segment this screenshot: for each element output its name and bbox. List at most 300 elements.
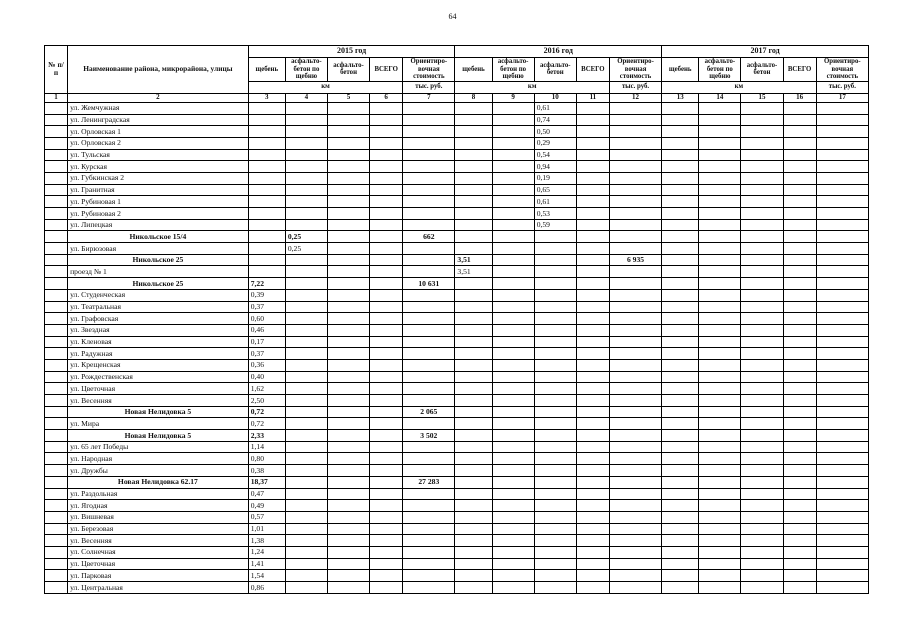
unit-km: км [455,82,610,94]
value-cell-col-12 [609,418,661,430]
value-cell-col-11 [576,476,609,488]
value-cell-col-13 [662,137,699,149]
value-cell-col-10 [534,418,576,430]
value-cell-col-17 [816,231,868,243]
street-name: ул. Крещенская [68,359,249,371]
value-cell-col-10 [534,430,576,442]
value-cell-col-11 [576,348,609,360]
value-cell-col-3 [248,102,285,114]
value-cell-col-13 [662,418,699,430]
value-cell-col-12 [609,430,661,442]
value-cell-col-14 [699,582,741,594]
value-cell-col-9 [492,289,534,301]
value-cell-col-6 [370,371,403,383]
value-cell-col-3: 0,60 [248,313,285,325]
value-cell-col-3 [248,266,285,278]
value-cell-col-10 [534,582,576,594]
value-cell-col-8 [455,324,492,336]
value-cell-col-3: 0,37 [248,348,285,360]
value-cell-col-3 [248,161,285,173]
value-cell-col-16 [783,102,816,114]
street-name: ул. Березовая [68,523,249,535]
value-cell-col-4 [285,336,327,348]
value-cell-col-13 [662,406,699,418]
value-cell-col-9 [492,582,534,594]
value-cell-col-15 [741,137,783,149]
value-cell-col-5 [327,149,369,161]
row-number-cell [45,324,68,336]
value-cell-col-4 [285,511,327,523]
value-cell-col-9 [492,430,534,442]
street-name: ул. Рубиновая 1 [68,196,249,208]
table-row [45,137,869,149]
value-cell-col-8 [455,336,492,348]
value-cell-col-5 [327,359,369,371]
value-cell-col-11 [576,289,609,301]
value-cell-col-13 [662,126,699,138]
value-cell-col-5 [327,465,369,477]
value-cell-col-16 [783,582,816,594]
value-cell-col-9 [492,137,534,149]
column-number: 13 [662,93,699,102]
value-cell-col-3: 0,80 [248,453,285,465]
value-cell-col-12 [609,582,661,594]
value-cell-col-11 [576,395,609,407]
value-cell-col-17 [816,254,868,266]
value-cell-col-8 [455,558,492,570]
row-number-cell [45,359,68,371]
street-name: ул. Звездная [68,324,249,336]
value-cell-col-13 [662,278,699,290]
street-name: ул. Тульская [68,149,249,161]
table-row [45,301,869,313]
value-cell-col-16 [783,301,816,313]
value-cell-col-6 [370,395,403,407]
table-row [45,114,869,126]
value-cell-col-14 [699,395,741,407]
value-cell-col-8 [455,219,492,231]
value-cell-col-13 [662,149,699,161]
value-cell-col-7: 2 065 [403,406,455,418]
value-cell-col-11 [576,465,609,477]
value-cell-col-10 [534,441,576,453]
value-cell-col-14 [699,535,741,547]
value-cell-col-17 [816,359,868,371]
value-cell-col-12 [609,476,661,488]
value-cell-col-5 [327,184,369,196]
value-cell-col-8 [455,289,492,301]
value-cell-col-5 [327,546,369,558]
value-cell-col-9 [492,324,534,336]
value-cell-col-12 [609,383,661,395]
value-cell-col-6 [370,453,403,465]
value-cell-col-16 [783,313,816,325]
value-cell-col-16 [783,243,816,255]
value-cell-col-12 [609,313,661,325]
value-cell-col-12 [609,161,661,173]
value-cell-col-11 [576,278,609,290]
row-number-cell [45,126,68,138]
col-cost: Ориентиро-вочная стоимость [816,57,868,81]
street-name: ул. Графовская [68,313,249,325]
value-cell-col-13 [662,196,699,208]
value-cell-col-7 [403,418,455,430]
value-cell-col-4 [285,523,327,535]
value-cell-col-6 [370,301,403,313]
row-number-cell [45,511,68,523]
value-cell-col-7: 27 283 [403,476,455,488]
value-cell-col-4 [285,383,327,395]
value-cell-col-15 [741,313,783,325]
value-cell-col-15 [741,336,783,348]
value-cell-col-9 [492,243,534,255]
col-asphalt-on-gravel: асфальто-бетон по щебню [699,57,741,81]
table-row [45,184,869,196]
value-cell-col-5 [327,535,369,547]
value-cell-col-8 [455,313,492,325]
street-name: ул. Губкинская 2 [68,172,249,184]
value-cell-col-14 [699,430,741,442]
value-cell-col-4 [285,418,327,430]
value-cell-col-15 [741,278,783,290]
street-name: ул. Цветочная [68,558,249,570]
district-name: Никольское 15/4 [68,231,249,243]
value-cell-col-3: 1,62 [248,383,285,395]
value-cell-col-4 [285,208,327,220]
value-cell-col-16 [783,570,816,582]
value-cell-col-5 [327,266,369,278]
value-cell-col-9 [492,102,534,114]
value-cell-col-6 [370,430,403,442]
value-cell-col-17 [816,523,868,535]
value-cell-col-10 [534,324,576,336]
value-cell-col-5 [327,511,369,523]
value-cell-col-7 [403,172,455,184]
value-cell-col-8 [455,102,492,114]
value-cell-col-4 [285,453,327,465]
value-cell-col-5 [327,418,369,430]
value-cell-col-5 [327,324,369,336]
value-cell-col-4: 0,25 [285,243,327,255]
table-body [45,102,869,593]
row-number-cell [45,476,68,488]
row-number-cell [45,161,68,173]
value-cell-col-6 [370,114,403,126]
value-cell-col-6 [370,582,403,594]
value-cell-col-16 [783,348,816,360]
table-row [45,558,869,570]
value-cell-col-11 [576,172,609,184]
value-cell-col-16 [783,359,816,371]
value-cell-col-14 [699,278,741,290]
value-cell-col-10 [534,500,576,512]
value-cell-col-13 [662,500,699,512]
col-gravel: щебень [662,57,699,81]
row-number-cell [45,441,68,453]
street-name: ул. Раздольная [68,488,249,500]
year-header-2017: 2017 год [662,46,869,58]
value-cell-col-8 [455,476,492,488]
unit-km: км [662,82,817,94]
value-cell-col-8 [455,126,492,138]
value-cell-col-10 [534,535,576,547]
street-name: ул. Курская [68,161,249,173]
value-cell-col-16 [783,254,816,266]
value-cell-col-11 [576,301,609,313]
value-cell-col-14 [699,465,741,477]
value-cell-col-8 [455,383,492,395]
value-cell-col-4 [285,406,327,418]
value-cell-col-17 [816,488,868,500]
value-cell-col-14 [699,172,741,184]
value-cell-col-4 [285,161,327,173]
value-cell-col-4 [285,172,327,184]
value-cell-col-13 [662,383,699,395]
value-cell-col-9 [492,266,534,278]
value-cell-col-16 [783,465,816,477]
row-number-cell [45,453,68,465]
value-cell-col-5 [327,301,369,313]
value-cell-col-7 [403,582,455,594]
value-cell-col-17 [816,161,868,173]
value-cell-col-11 [576,406,609,418]
value-cell-col-17 [816,243,868,255]
value-cell-col-8 [455,453,492,465]
value-cell-col-4 [285,500,327,512]
value-cell-col-9 [492,523,534,535]
value-cell-col-6 [370,172,403,184]
value-cell-col-6 [370,208,403,220]
value-cell-col-10 [534,546,576,558]
value-cell-col-13 [662,558,699,570]
row-number-cell [45,289,68,301]
value-cell-col-11 [576,208,609,220]
value-cell-col-14 [699,324,741,336]
value-cell-col-7 [403,336,455,348]
value-cell-col-12 [609,196,661,208]
value-cell-col-11 [576,254,609,266]
row-number-cell [45,208,68,220]
value-cell-col-9 [492,114,534,126]
value-cell-col-14 [699,102,741,114]
table-row [45,266,869,278]
value-cell-col-7 [403,383,455,395]
value-cell-col-14 [699,219,741,231]
district-name: Новая Нелидовка 5 [68,406,249,418]
street-name: ул. Ягодная [68,500,249,512]
group-row [45,406,869,418]
value-cell-col-17 [816,289,868,301]
value-cell-col-5 [327,161,369,173]
value-cell-col-17 [816,196,868,208]
column-number: 17 [816,93,868,102]
unit-cost: тыс. руб. [609,82,661,94]
value-cell-col-15 [741,500,783,512]
street-name: ул. Народная [68,453,249,465]
value-cell-col-12: 6 935 [609,254,661,266]
value-cell-col-3 [248,172,285,184]
value-cell-col-17 [816,500,868,512]
value-cell-col-4 [285,430,327,442]
col-asphalt-on-gravel: асфальто-бетон по щебню [285,57,327,81]
value-cell-col-13 [662,348,699,360]
column-numbers-row [45,93,869,102]
value-cell-col-13 [662,546,699,558]
value-cell-col-15 [741,254,783,266]
col-total: ВСЕГО [370,57,403,81]
value-cell-col-16 [783,488,816,500]
value-cell-col-9 [492,161,534,173]
value-cell-col-17 [816,430,868,442]
table-header [45,46,869,103]
value-cell-col-14 [699,126,741,138]
road-repair-table [44,45,869,594]
value-cell-col-10: 0,53 [534,208,576,220]
row-number-cell [45,184,68,196]
value-cell-col-17 [816,348,868,360]
value-cell-col-6 [370,523,403,535]
value-cell-col-15 [741,219,783,231]
value-cell-col-9 [492,184,534,196]
value-cell-col-9 [492,278,534,290]
value-cell-col-3: 0,38 [248,465,285,477]
value-cell-col-11 [576,500,609,512]
table-row [45,395,869,407]
value-cell-col-4 [285,278,327,290]
value-cell-col-15 [741,371,783,383]
row-number-cell [45,196,68,208]
value-cell-col-9 [492,172,534,184]
value-cell-col-7 [403,535,455,547]
table-row [45,313,869,325]
value-cell-col-11 [576,441,609,453]
value-cell-col-17 [816,558,868,570]
value-cell-col-15 [741,465,783,477]
row-number-cell [45,500,68,512]
value-cell-col-8 [455,441,492,453]
value-cell-col-10 [534,289,576,301]
value-cell-col-5 [327,313,369,325]
value-cell-col-4 [285,488,327,500]
value-cell-col-13 [662,336,699,348]
value-cell-col-14 [699,301,741,313]
table-row [45,546,869,558]
value-cell-col-9 [492,301,534,313]
value-cell-col-12 [609,535,661,547]
value-cell-col-13 [662,208,699,220]
street-name: ул. Кленовая [68,336,249,348]
value-cell-col-3: 0,49 [248,500,285,512]
value-cell-col-6 [370,500,403,512]
value-cell-col-6 [370,383,403,395]
value-cell-col-12 [609,172,661,184]
table-row [45,196,869,208]
value-cell-col-12 [609,137,661,149]
value-cell-col-16 [783,523,816,535]
value-cell-col-6 [370,476,403,488]
value-cell-col-14 [699,359,741,371]
value-cell-col-10: 0,50 [534,126,576,138]
value-cell-col-11 [576,184,609,196]
value-cell-col-3: 0,37 [248,301,285,313]
value-cell-col-12 [609,523,661,535]
value-cell-col-12 [609,289,661,301]
value-cell-col-17 [816,172,868,184]
value-cell-col-5 [327,348,369,360]
value-cell-col-3: 2,33 [248,430,285,442]
value-cell-col-17 [816,395,868,407]
value-cell-col-10 [534,301,576,313]
value-cell-col-9 [492,441,534,453]
value-cell-col-10: 0,19 [534,172,576,184]
street-name: ул. Весенняя [68,395,249,407]
value-cell-col-14 [699,371,741,383]
value-cell-col-4 [285,582,327,594]
value-cell-col-3 [248,184,285,196]
column-number: 11 [576,93,609,102]
value-cell-col-13 [662,102,699,114]
col-gravel: щебень [248,57,285,81]
value-cell-col-4 [285,219,327,231]
value-cell-col-5 [327,453,369,465]
value-cell-col-3 [248,126,285,138]
value-cell-col-6 [370,336,403,348]
value-cell-col-15 [741,172,783,184]
value-cell-col-6 [370,406,403,418]
street-name: ул. Жемчужная [68,102,249,114]
value-cell-col-9 [492,149,534,161]
value-cell-col-9 [492,254,534,266]
value-cell-col-5 [327,137,369,149]
value-cell-col-11 [576,453,609,465]
value-cell-col-14 [699,289,741,301]
value-cell-col-12 [609,278,661,290]
value-cell-col-12 [609,231,661,243]
value-cell-col-5 [327,430,369,442]
unit-km: км [248,82,403,94]
value-cell-col-5 [327,488,369,500]
value-cell-col-13 [662,371,699,383]
value-cell-col-14 [699,149,741,161]
value-cell-col-15 [741,149,783,161]
value-cell-col-14 [699,254,741,266]
street-name: ул. Театральная [68,301,249,313]
value-cell-col-3: 18,37 [248,476,285,488]
value-cell-col-10 [534,406,576,418]
value-cell-col-13 [662,430,699,442]
value-cell-col-13 [662,582,699,594]
value-cell-col-9 [492,558,534,570]
value-cell-col-4 [285,476,327,488]
value-cell-col-4 [285,254,327,266]
value-cell-col-16 [783,149,816,161]
table-row [45,243,869,255]
column-number: 6 [370,93,403,102]
value-cell-col-6 [370,546,403,558]
value-cell-col-14 [699,184,741,196]
value-cell-col-14 [699,243,741,255]
value-cell-col-14 [699,570,741,582]
value-cell-col-11 [576,488,609,500]
table-row [45,570,869,582]
value-cell-col-10: 0,74 [534,114,576,126]
row-number-cell [45,219,68,231]
col-asphalt: асфальто-бетон [327,57,369,81]
value-cell-col-5 [327,219,369,231]
col-cost: Ориентиро-вочная стоимость [403,57,455,81]
row-number-cell [45,371,68,383]
value-cell-col-8 [455,231,492,243]
